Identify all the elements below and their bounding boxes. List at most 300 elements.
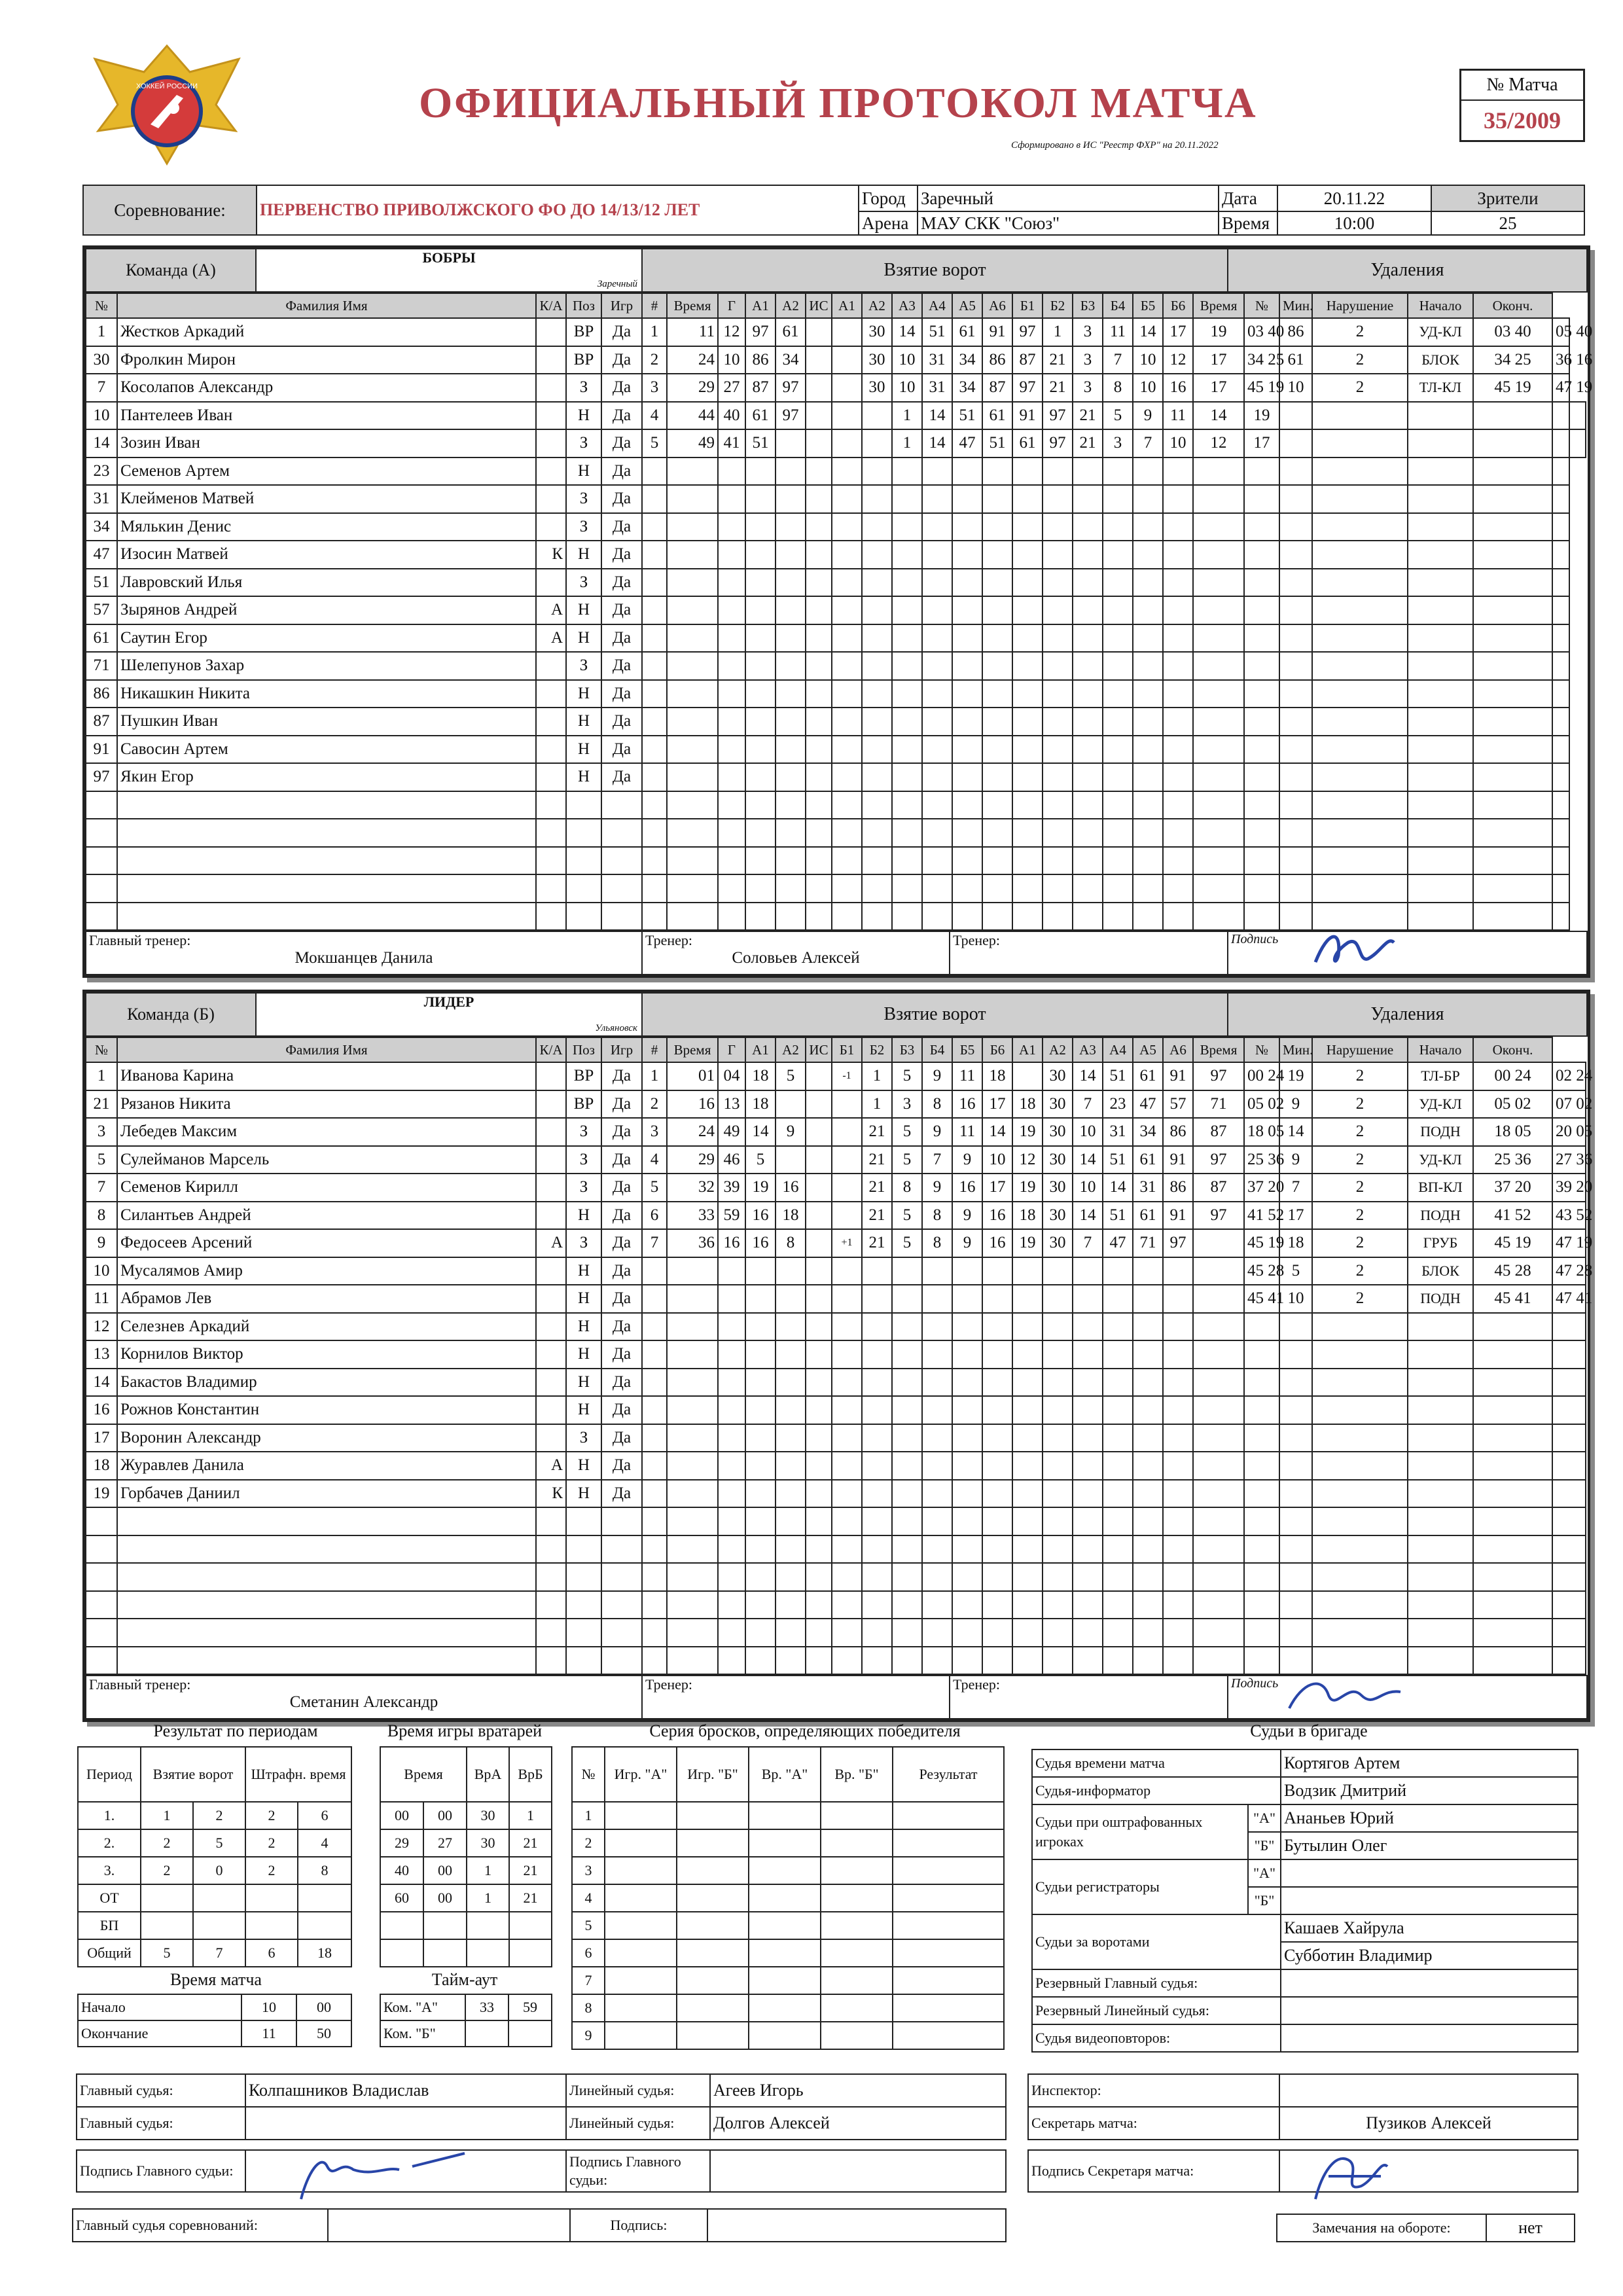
period-row	[78, 1857, 351, 1884]
teamB-goal-cell: 11	[952, 1118, 982, 1146]
teamA-name-cell	[256, 249, 642, 292]
shootout-number: 4	[572, 1884, 605, 1912]
teamA-goal-cell	[776, 874, 806, 903]
teamA-goal-cell: 7	[1133, 429, 1163, 457]
teamA-penalty-cell	[1473, 736, 1552, 764]
teamA-goal-cell	[862, 402, 892, 430]
teamA-row	[86, 847, 1586, 875]
period-value: 6	[298, 1802, 351, 1829]
teamB-goal-cell	[1133, 1424, 1163, 1452]
teamA-row	[86, 318, 1586, 346]
goalie-value: 00	[380, 1802, 423, 1829]
teamB-goal-cell	[982, 1257, 1012, 1285]
teamB-goal-cell: 61	[1133, 1146, 1163, 1174]
teamA-player-role	[536, 819, 566, 847]
teamB-penalty-cell: 10	[1279, 1285, 1312, 1313]
teamB-goal-cell	[832, 1257, 862, 1285]
teamB-player-number	[86, 1535, 117, 1564]
teamB-goal-cell: 3	[892, 1090, 922, 1119]
goalie-value: 21	[509, 1884, 552, 1912]
teamA-goal-cell	[642, 903, 667, 931]
teamA-penalty-cell	[1408, 819, 1473, 847]
teamB-goal-cell: 30	[1043, 1202, 1073, 1230]
teamA-penalty-cell	[1552, 485, 1569, 513]
teamA-goal-cell	[1193, 763, 1244, 791]
teamA-goal-cell: 97	[776, 374, 806, 402]
teamA-row	[86, 402, 1586, 430]
teamB-goal-cell	[1043, 1452, 1073, 1480]
teamA-col-header: Б5	[1133, 293, 1163, 318]
teamA-penalty-cell	[1473, 596, 1552, 624]
teamB-player-number: 18	[86, 1452, 117, 1480]
teamA-goal-cell	[718, 903, 745, 931]
teamA-goal-cell	[1073, 763, 1103, 791]
teamB-penalty-cell	[1552, 1452, 1586, 1480]
teamB-player-role	[536, 1257, 566, 1285]
teamB-row	[86, 1202, 1586, 1230]
teamB-goal-cell: 13	[718, 1090, 745, 1119]
teamB-goal-cell	[1012, 1480, 1043, 1508]
teamB-goal-cell	[1043, 1257, 1073, 1285]
teamB-goal-cell	[745, 1369, 776, 1397]
teamB-goal-cell	[776, 1369, 806, 1397]
teamA-row	[86, 429, 1586, 457]
teamA-goal-cell	[667, 736, 718, 764]
teamB-player-position: ВР	[566, 1062, 601, 1090]
teamA-goal-cell: 34	[776, 346, 806, 374]
teamB-player-number: 1	[86, 1062, 117, 1090]
teamB-player-played: Да	[601, 1257, 642, 1285]
teamB-goal-cell	[1012, 1257, 1043, 1285]
teamB-goal-cell: 86	[1163, 1118, 1193, 1146]
teamA-goal-cell	[1163, 708, 1193, 736]
teamB-player-name	[117, 1591, 536, 1619]
teamA-goal-cell	[667, 513, 718, 541]
teamA-goal-cell	[1133, 736, 1163, 764]
teamA-goal-cell	[776, 791, 806, 819]
teamB-goal-cell: 18	[982, 1062, 1012, 1090]
goalie-value: 00	[423, 1857, 467, 1884]
teamB-goal-cell	[922, 1452, 952, 1480]
teamB-goal-cell	[776, 1313, 806, 1341]
teamA-goal-cell	[806, 569, 832, 597]
teamA-penalty-cell	[1312, 736, 1408, 764]
teamB-goal-cell	[1133, 1480, 1163, 1508]
teamB-player-role	[536, 1285, 566, 1313]
teamA-penalty-cell	[1473, 763, 1552, 791]
teamA-coach-1	[642, 931, 950, 975]
teamA-player-position: Н	[566, 680, 601, 708]
teamB-player-name: Рязанов Никита	[117, 1090, 536, 1119]
teamA-player-number: 7	[86, 374, 117, 402]
goalie-value: 00	[423, 1884, 467, 1912]
teamB-head-coach	[86, 1676, 642, 1719]
teamB-penalty-cell	[1312, 1396, 1408, 1424]
teamA-goal-cell	[922, 763, 952, 791]
teamA-goal-cell	[1012, 903, 1043, 931]
teamA-goal-cell	[952, 791, 982, 819]
teamB-col-header: Б4	[922, 1037, 952, 1062]
teamA-goal-cell: 14	[1193, 402, 1244, 430]
teamA-goals-title: Взятие ворот	[642, 249, 1228, 292]
teamA-goal-cell	[1073, 569, 1103, 597]
teamB-goal-cell: 04	[718, 1062, 745, 1090]
officials-table	[1031, 1749, 1578, 2053]
teamA-goal-cell	[745, 485, 776, 513]
teamB-penalty-cell	[1312, 1619, 1408, 1647]
teamB-goal-cell	[982, 1619, 1012, 1647]
teamB-goal-cell	[745, 1424, 776, 1452]
teamB-player-position: З	[566, 1146, 601, 1174]
teamB-col-header: А4	[1103, 1037, 1133, 1062]
teamB-goal-cell	[806, 1090, 832, 1119]
teamB-row	[86, 1313, 1586, 1341]
teamA-goal-cell	[667, 624, 718, 653]
teamB-penalty-cell: 47 41	[1552, 1285, 1586, 1313]
teamB-goal-cell: 1	[642, 1062, 667, 1090]
shootout-cell	[605, 1912, 677, 1939]
teamA-goal-cell: 87	[745, 374, 776, 402]
shootout-col-header: Вр. "Б"	[821, 1747, 893, 1802]
teamB-player-played: Да	[601, 1369, 642, 1397]
teamB-goal-cell	[1193, 1313, 1244, 1341]
teamA-player-position: З	[566, 569, 601, 597]
teamA-player-number: 31	[86, 485, 117, 513]
teamA-goal-cell: 34	[952, 346, 982, 374]
teamB-penalty-cell: 2	[1312, 1174, 1408, 1202]
teamA-goal-cell	[982, 652, 1012, 680]
teamB-goal-cell: 14	[982, 1118, 1012, 1146]
teamB-penalty-cell	[1279, 1340, 1312, 1369]
teamA-penalty-cell: 03 40	[1244, 318, 1279, 346]
teamB-goal-cell	[862, 1535, 892, 1564]
teamA-goal-cell	[1073, 736, 1103, 764]
teamB-goal-cell	[1043, 1396, 1073, 1424]
teamA-goal-cell: 9	[1133, 402, 1163, 430]
teamB-goal-cell	[892, 1619, 922, 1647]
teamB-penalty-cell: 45 28	[1244, 1257, 1279, 1285]
teamA-penalty-cell	[1312, 847, 1408, 875]
teamA-goal-cell	[1133, 513, 1163, 541]
shootout-row	[572, 1884, 1004, 1912]
generated-note: Сформировано в ИС "Реестр ФХР" на 20.11.2022	[1011, 140, 1219, 151]
teamA-goal-cell	[922, 736, 952, 764]
teamA-goal-cell	[718, 596, 745, 624]
teamB-goal-cell	[1193, 1369, 1244, 1397]
teamB-penalty-cell	[1244, 1369, 1279, 1397]
teamA-goal-cell	[1012, 763, 1043, 791]
teamA-player-name: Зозин Иван	[117, 429, 536, 457]
teamA-goal-cell	[1073, 708, 1103, 736]
teamB-goal-cell: 36	[667, 1229, 718, 1257]
teamB-penalty-cell: 02 24	[1552, 1062, 1586, 1090]
teamB-penalty-cell: 37 20	[1473, 1174, 1552, 1202]
shootout-cell	[893, 1967, 1004, 1994]
teamA-player-position	[566, 903, 601, 931]
teamA-goal-cell	[718, 624, 745, 653]
teamB-penalty-cell	[1473, 1591, 1552, 1619]
teamB-goal-cell	[718, 1507, 745, 1535]
shootout-cell	[677, 1939, 749, 1967]
teamB-goal-cell: 18	[776, 1202, 806, 1230]
teamB-goal-cell: 9	[922, 1118, 952, 1146]
teamA-goal-cell	[1163, 680, 1193, 708]
teamA-goal-cell	[667, 763, 718, 791]
teamA-penalty-cell	[1279, 847, 1312, 875]
teamB-goal-cell	[1133, 1369, 1163, 1397]
teamA-goal-cell	[718, 736, 745, 764]
teamB-goal-cell: 29	[667, 1146, 718, 1174]
teamA-penalty-cell	[1244, 763, 1279, 791]
teamA-goal-cell	[806, 903, 832, 931]
teamB-goal-cell: 47	[1133, 1090, 1163, 1119]
teamA-goal-cell	[1043, 819, 1073, 847]
teamB-penalty-cell	[1244, 1535, 1279, 1564]
shootout-number: 2	[572, 1829, 605, 1857]
shootout-cell	[821, 1967, 893, 1994]
shootout-cell	[749, 1884, 821, 1912]
teamA-goal-cell	[1103, 847, 1133, 875]
teamB-goal-cell	[1012, 1452, 1043, 1480]
teamB-col-header: А1	[1012, 1037, 1043, 1062]
teamB-goal-cell	[667, 1396, 718, 1424]
teamA-goal-cell	[922, 596, 952, 624]
teamA-player-played	[601, 874, 642, 903]
teamA-goal-cell	[1163, 569, 1193, 597]
line-ref-1: Агеев Игорь	[710, 2074, 1006, 2107]
teamA-goal-cell	[1073, 874, 1103, 903]
teamA-goal-cell	[862, 485, 892, 513]
teamA-coach-1-label: Тренер:	[645, 932, 693, 948]
teamA-goal-cell	[952, 596, 982, 624]
period-value: 8	[298, 1857, 351, 1884]
period-value: 5	[141, 1939, 193, 1967]
shootout-cell	[821, 1884, 893, 1912]
teamB-player-number: 14	[86, 1369, 117, 1397]
teamB-goal-cell	[806, 1396, 832, 1424]
teamA-goal-cell	[1043, 736, 1073, 764]
teamB-goal-cell: 8	[776, 1229, 806, 1257]
teamA-goal-cell	[1133, 874, 1163, 903]
teamA-goal-cell	[745, 736, 776, 764]
shootout-col-header: Результат	[893, 1747, 1004, 1802]
teamA-goal-cell: 11	[1163, 402, 1193, 430]
teamA-goal-cell	[1103, 736, 1133, 764]
teamB-row	[86, 1563, 1586, 1591]
teamB-goal-cell: 5	[892, 1229, 922, 1257]
teamA-player-role	[536, 457, 566, 486]
teamA-penalty-cell	[1244, 652, 1279, 680]
teamA-goal-cell: 14	[922, 429, 952, 457]
teamB-player-number: 11	[86, 1285, 117, 1313]
teamA-goal-cell	[922, 569, 952, 597]
teamA-goal-cell	[1073, 457, 1103, 486]
teamB-goal-cell	[642, 1480, 667, 1508]
teamA-penalty-cell: 47 19	[1552, 374, 1569, 402]
teamB-goal-cell: 97	[1193, 1202, 1244, 1230]
teamA-penalty-cell	[1279, 736, 1312, 764]
match-time-title: Время матча	[170, 1970, 262, 1989]
main-ref-signature	[288, 2140, 471, 2206]
teamB-goal-cell	[1193, 1507, 1244, 1535]
teamB-goal-cell	[1163, 1369, 1193, 1397]
teamA-col-header: Б1	[1012, 293, 1043, 318]
teamB-goal-cell: 19	[1012, 1174, 1043, 1202]
teamB-goal-cell	[806, 1591, 832, 1619]
teamB-player-name	[117, 1563, 536, 1591]
teamB-goal-cell	[718, 1535, 745, 1564]
shootout-cell	[605, 1802, 677, 1829]
competition-ref-label: Главный судья соревнований:	[73, 2209, 328, 2242]
shootout-cell	[893, 1802, 1004, 1829]
spectators-label: Зрители	[1431, 185, 1584, 211]
teamA-goal-cell	[1043, 847, 1073, 875]
arena-value: МАУ СКК "Союз"	[918, 211, 1219, 235]
teamA-penalty-cell	[1552, 569, 1569, 597]
teamB-goal-cell: 5	[745, 1146, 776, 1174]
teamB-player-position: Н	[566, 1202, 601, 1230]
teamA-goal-cell: 97	[776, 402, 806, 430]
teamB-goal-cell	[642, 1619, 667, 1647]
teamB-row	[86, 1174, 1586, 1202]
teamA-goal-cell	[922, 624, 952, 653]
teamA-player-number: 91	[86, 736, 117, 764]
teamB-goal-cell: 91	[1163, 1062, 1193, 1090]
teamB-player-position: З	[566, 1118, 601, 1146]
teamB-penalty-cell: 41 52	[1473, 1202, 1552, 1230]
teamA-goal-cell	[1193, 624, 1244, 653]
informer-label: Судья-информатор	[1032, 1777, 1281, 1804]
teamB-goal-cell: 51	[1103, 1202, 1133, 1230]
teamB-penalty-cell: 2	[1312, 1118, 1408, 1146]
video-judge-label: Судья видеоповторов:	[1032, 2024, 1281, 2052]
teamA-player-name: Фролкин Мирон	[117, 346, 536, 374]
teamA-penalty-cell	[1473, 569, 1552, 597]
teamB-penalty-cell	[1473, 1424, 1552, 1452]
teamB-goal-cell	[1073, 1480, 1103, 1508]
teamA-goal-cell	[892, 541, 922, 569]
teamB-goal-cell	[832, 1174, 862, 1202]
shootout-cell	[821, 1829, 893, 1857]
teamB-goal-cell	[832, 1285, 862, 1313]
match-time-table	[77, 1994, 352, 2047]
teamA-goal-cell: 10	[892, 346, 922, 374]
period-value	[141, 1912, 193, 1939]
teamB-player-number	[86, 1591, 117, 1619]
teamB-goal-cell: 97	[1193, 1062, 1244, 1090]
shootout-cell	[749, 2022, 821, 2049]
teamB-player-played	[601, 1535, 642, 1564]
teamA-goal-cell	[1193, 736, 1244, 764]
teamB-player-role	[536, 1507, 566, 1535]
teamA-goal-cell	[862, 429, 892, 457]
teamB-player-name: Бакастов Владимир	[117, 1369, 536, 1397]
teamA-goal-cell	[832, 596, 862, 624]
teamB-goal-cell	[806, 1229, 832, 1257]
teamA-penalty-cell: 45 19	[1473, 374, 1552, 402]
teamB-player-role	[536, 1202, 566, 1230]
teamA-goal-cell	[1012, 569, 1043, 597]
teamB-goal-cell	[1163, 1480, 1193, 1508]
teamA-player-played: Да	[601, 541, 642, 569]
teamA-goal-cell	[745, 847, 776, 875]
teamA-goal-cell	[806, 763, 832, 791]
teamA-penalty-cell	[1473, 680, 1552, 708]
teamA-penalty-cell	[1408, 736, 1473, 764]
teamB-player-name: Абрамов Лев	[117, 1285, 536, 1313]
period-value: 2	[245, 1857, 298, 1884]
teamA-goal-cell: 17	[1244, 429, 1279, 457]
teamB-goal-cell	[952, 1313, 982, 1341]
teamA-player-position: Н	[566, 457, 601, 486]
teamB-goal-cell: 16	[667, 1090, 718, 1119]
teamB-penalty-cell	[1244, 1507, 1279, 1535]
teamA-col-header: Фамилия Имя	[117, 293, 536, 318]
shootout-row	[572, 1802, 1004, 1829]
teamA-goal-cell	[892, 624, 922, 653]
teamB-goal-cell	[1012, 1285, 1043, 1313]
teamB-goal-cell	[892, 1257, 922, 1285]
timeout-title: Тайм-аут	[431, 1970, 498, 1989]
teamB-goal-cell	[1133, 1396, 1163, 1424]
teamA-goal-cell: 27	[718, 374, 745, 402]
teamA-row	[86, 708, 1586, 736]
teamB-player-position: Н	[566, 1257, 601, 1285]
teamA-col-header: Б2	[1043, 293, 1073, 318]
teamB-player-name	[117, 1507, 536, 1535]
teamA-player-position: З	[566, 429, 601, 457]
teamA-goal-cell	[718, 513, 745, 541]
teamA-goal-cell: 87	[982, 374, 1012, 402]
teamB-goal-cell: 3	[642, 1118, 667, 1146]
teamA-penalty-cell	[1552, 819, 1569, 847]
shootout-cell	[605, 1857, 677, 1884]
teamA-goal-cell	[862, 652, 892, 680]
referees-table	[76, 2073, 1007, 2140]
teamB-penalty-cell: 19	[1279, 1062, 1312, 1090]
teamB-penalty-cell: УД-КЛ	[1408, 1090, 1473, 1119]
teamA-goal-cell: 30	[862, 346, 892, 374]
teamB-goal-cell	[1163, 1647, 1193, 1675]
teamA-goal-cell	[745, 680, 776, 708]
teamB-goal-cell	[982, 1535, 1012, 1564]
teamB-goal-cell	[718, 1396, 745, 1424]
teamB-goal-cell	[745, 1340, 776, 1369]
teamA-goal-cell	[718, 457, 745, 486]
teamA-player-name: Мялькин Денис	[117, 513, 536, 541]
teamA-goal-cell	[832, 652, 862, 680]
teamB-goal-cell	[745, 1257, 776, 1285]
penalty-box-label: Судьи при оштрафованных игроках	[1032, 1804, 1248, 1859]
teamB-row	[86, 1396, 1586, 1424]
teamA-goal-cell	[1103, 903, 1133, 931]
teamB-goal-cell	[982, 1424, 1012, 1452]
teamA-player-name: Клейменов Матвей	[117, 485, 536, 513]
teamB-goal-cell: 16	[952, 1174, 982, 1202]
goalie-value: 30	[467, 1829, 509, 1857]
teamA-row	[86, 541, 1586, 569]
teamA-goal-cell: 31	[922, 346, 952, 374]
teamA-penalty-cell	[1552, 708, 1569, 736]
teamB-player-name: Журавлев Данила	[117, 1452, 536, 1480]
teamB-goal-cell	[1073, 1369, 1103, 1397]
shootout-cell	[893, 1994, 1004, 2022]
teamB-goal-cell	[982, 1507, 1012, 1535]
teamB-penalty-cell	[1279, 1313, 1312, 1341]
teamB-goal-cell	[1012, 1369, 1043, 1397]
teamB-penalty-cell: ПОДН	[1408, 1285, 1473, 1313]
teamB-signature-cell	[1228, 1676, 1587, 1719]
